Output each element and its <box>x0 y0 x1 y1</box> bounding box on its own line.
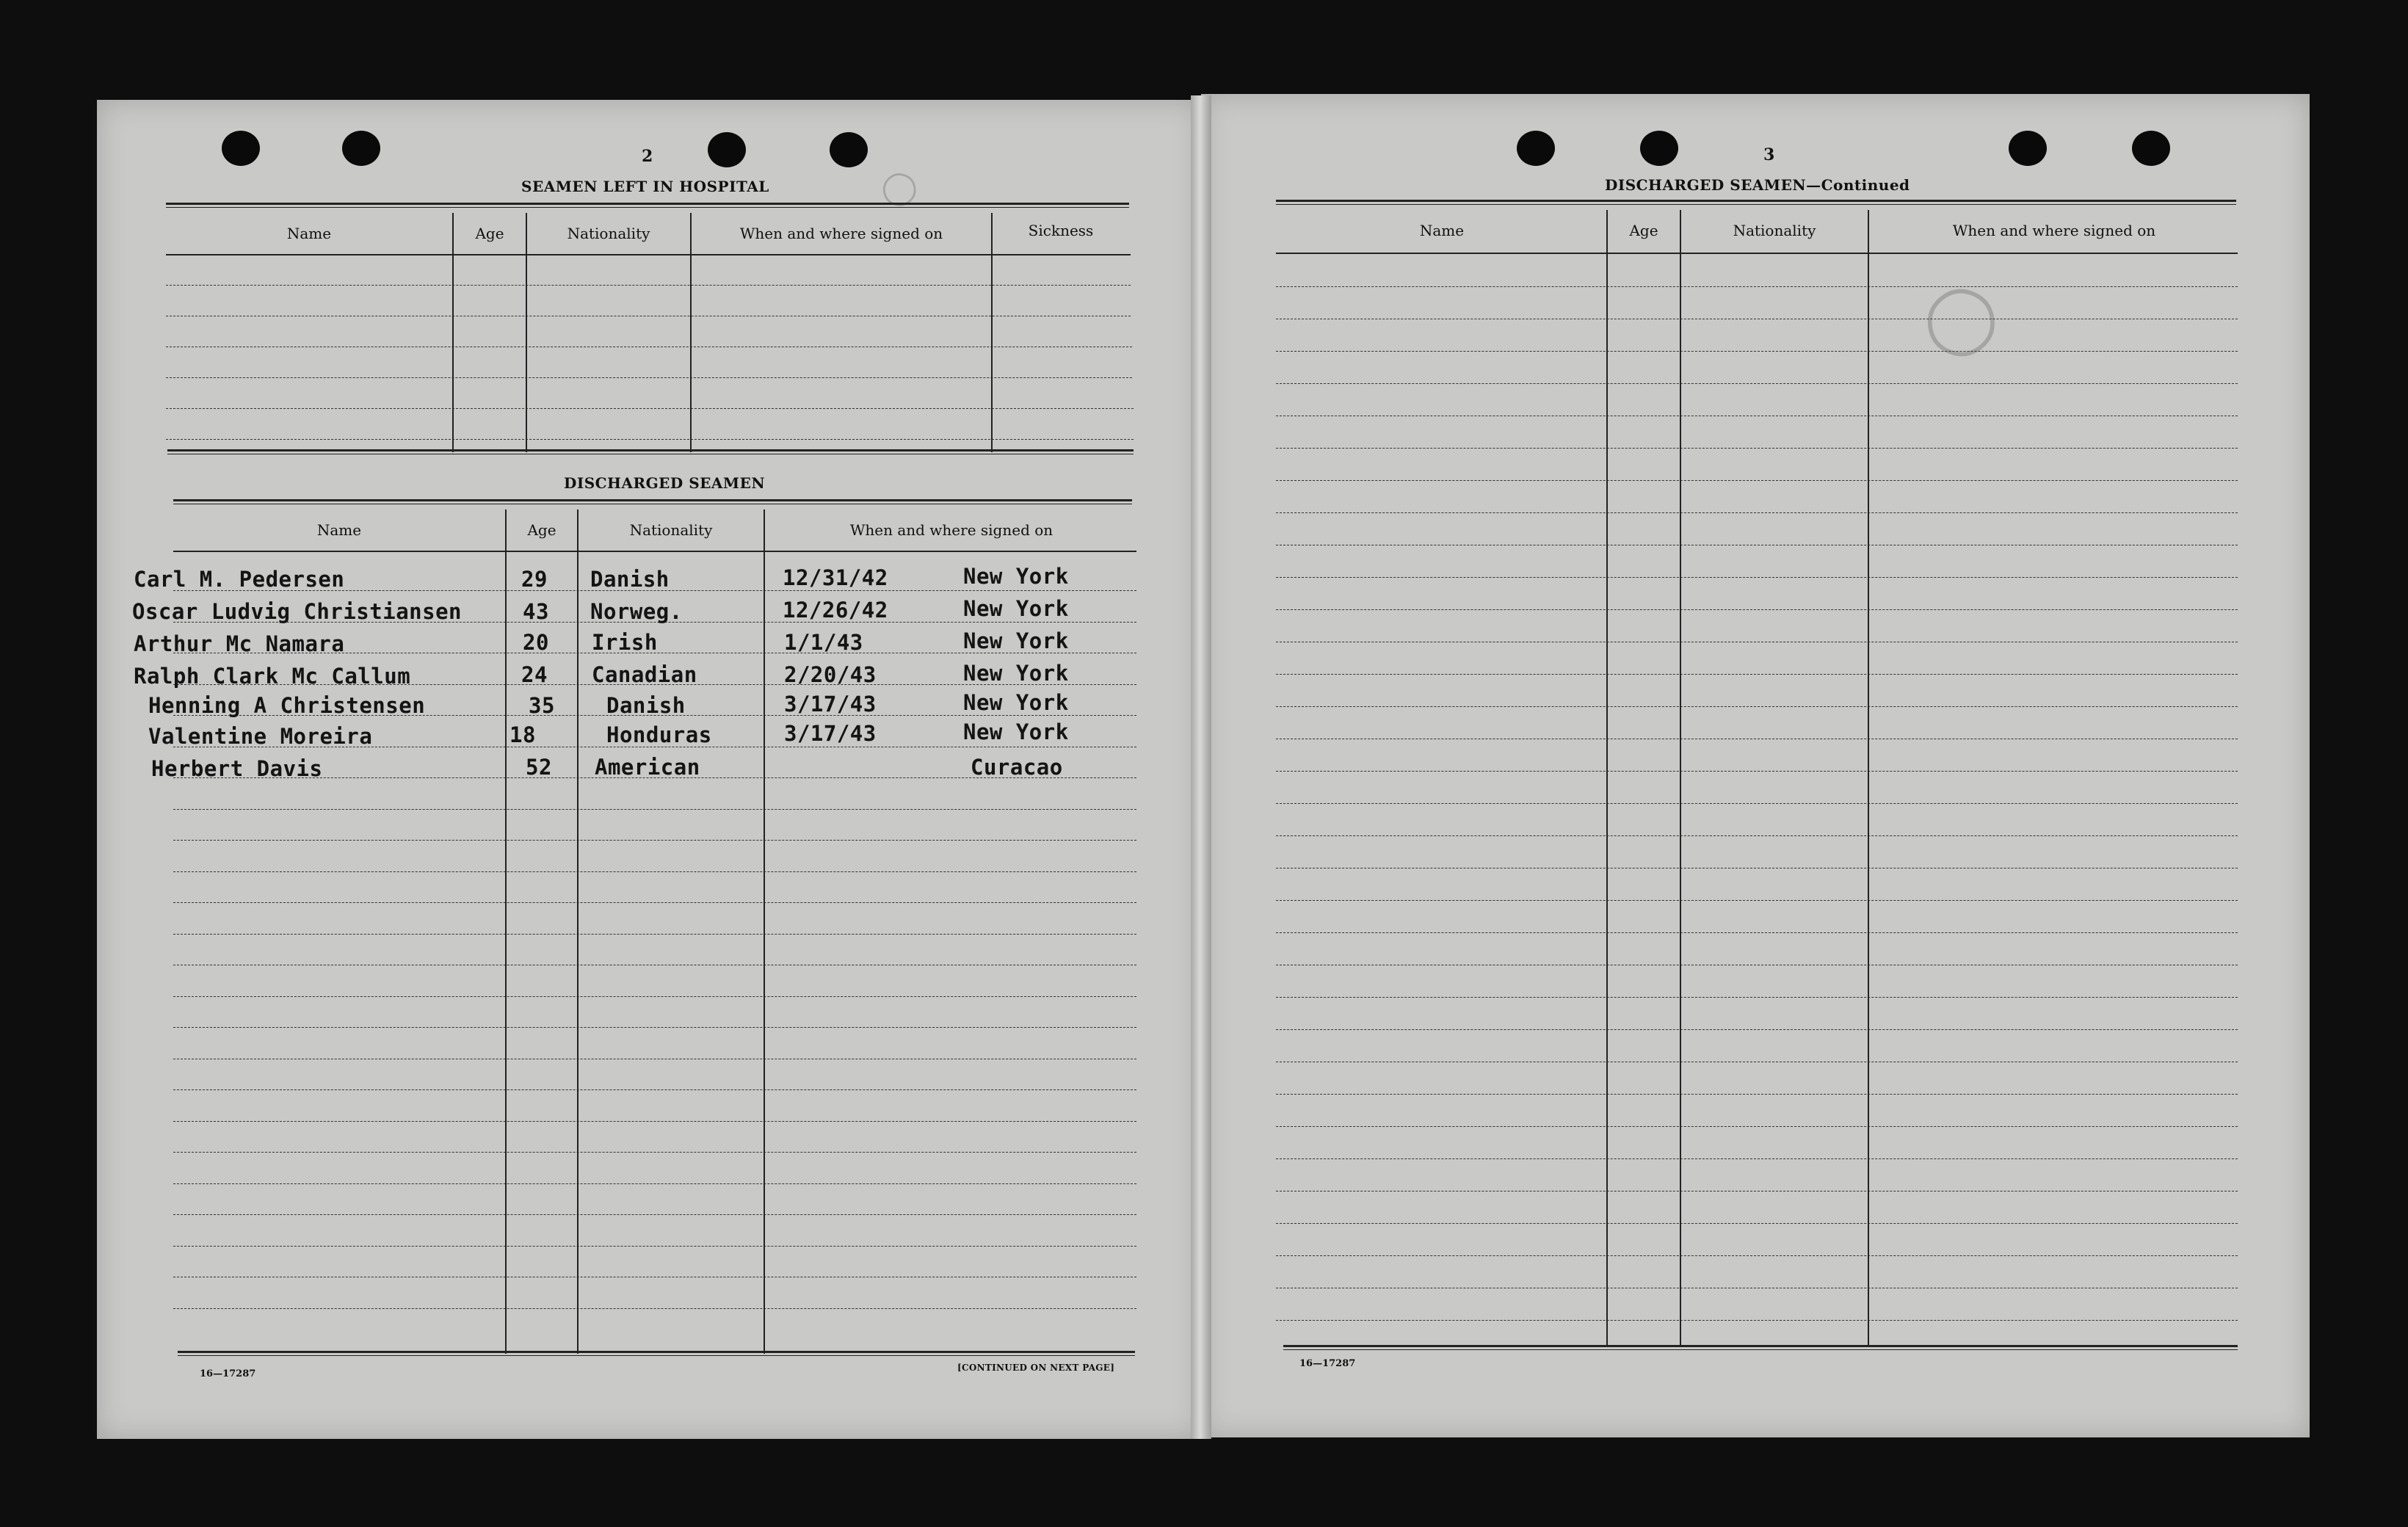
punch-hole <box>708 132 746 167</box>
right-col-divider <box>1868 210 1869 1346</box>
hospital-header-sickness: Sickness <box>1028 222 1094 239</box>
right-header-rule <box>1276 253 2238 254</box>
discharged-bottom-rule <box>178 1351 1135 1356</box>
table-row-line <box>173 934 1136 935</box>
discharged-header-age: Age <box>527 521 556 539</box>
signed-on-date: 3/17/43 <box>784 721 877 746</box>
discharged-header-nationality: Nationality <box>629 521 713 539</box>
signed-on-place: New York <box>963 564 1069 589</box>
seaman-age: 24 <box>521 662 548 687</box>
seaman-nationality: Honduras <box>606 722 712 747</box>
table-row-line <box>1276 1223 2238 1224</box>
table-row-line <box>1276 286 2238 287</box>
discharged-section-title: DISCHARGED SEAMEN <box>564 474 766 492</box>
seaman-age: 29 <box>521 567 548 592</box>
signed-on-date: 12/31/42 <box>783 565 888 590</box>
discharged-top-rule <box>173 499 1132 504</box>
hospital-col-divider <box>526 213 527 452</box>
table-row-line <box>1276 448 2238 449</box>
table-row-line <box>1276 480 2238 481</box>
hospital-row-line <box>166 408 1134 409</box>
right-col-divider <box>1680 210 1681 1346</box>
table-row-line <box>1276 706 2238 707</box>
hospital-header-rule <box>166 254 1131 255</box>
signed-on-date: 1/1/43 <box>784 630 863 655</box>
table-row-line <box>1276 1158 2238 1159</box>
signed-on-date: 3/17/43 <box>784 692 877 717</box>
hospital-top-rule <box>166 203 1129 208</box>
hospital-header-nationality: Nationality <box>567 225 650 242</box>
right-top-rule <box>1276 200 2236 205</box>
hospital-col-divider <box>690 213 692 452</box>
right-section-title <box>1605 176 1910 194</box>
seaman-nationality: Danish <box>606 693 686 718</box>
seaman-name: Herbert Davis <box>151 756 323 781</box>
punch-hole <box>1640 131 1678 166</box>
right-bottom-rule <box>1283 1345 2238 1350</box>
right-section-title-main: DISCHARGED SEAMEN <box>1605 176 1807 194</box>
table-row-line <box>173 1089 1136 1090</box>
table-row-line <box>1276 835 2238 836</box>
table-row-line <box>1276 674 2238 675</box>
seaman-nationality: Canadian <box>592 662 697 687</box>
discharged-header-rule <box>173 551 1136 552</box>
seaman-name: Ralph Clark Mc Callum <box>134 664 411 689</box>
punch-hole <box>222 131 260 166</box>
seaman-age: 20 <box>523 630 549 655</box>
table-row-line <box>1276 577 2238 578</box>
table-row-line <box>1276 932 2238 933</box>
hospital-col-divider <box>452 213 454 452</box>
signed-on-date: 2/20/43 <box>784 662 877 687</box>
seaman-age: 35 <box>529 693 555 718</box>
hospital-header-signed-on: When and where signed on <box>739 225 943 242</box>
hospital-row-line <box>166 439 1134 440</box>
right-header-name: Name <box>1419 222 1465 239</box>
seaman-nationality: Danish <box>590 567 670 592</box>
signed-on-place: New York <box>963 596 1069 621</box>
hospital-row-line <box>166 285 1131 286</box>
table-row-line <box>1276 997 2238 998</box>
right-page <box>1201 94 2310 1437</box>
hospital-header-age: Age <box>475 225 504 242</box>
seaman-name: Carl M. Pedersen <box>134 567 345 592</box>
discharged-col-divider <box>577 509 579 1354</box>
seaman-name: Oscar Ludvig Christiansen <box>132 599 462 624</box>
right-header-signed-on: When and where signed on <box>1952 222 2156 239</box>
table-row-line <box>1276 1126 2238 1127</box>
discharged-header-signed-on: When and where signed on <box>849 521 1054 539</box>
table-row-line <box>1276 383 2238 384</box>
table-row-line <box>1276 1094 2238 1095</box>
table-row-line <box>173 840 1136 841</box>
seaman-age: 43 <box>523 599 549 624</box>
continued-note: [CONTINUED ON NEXT PAGE] <box>957 1363 1115 1373</box>
table-row-line <box>173 1121 1136 1122</box>
form-number-left: 16—17287 <box>200 1368 256 1379</box>
seaman-nationality: Irish <box>592 630 658 655</box>
signed-on-place: New York <box>963 661 1069 686</box>
punch-hole <box>2009 131 2047 166</box>
hospital-col-divider <box>991 213 993 452</box>
punch-hole <box>342 131 380 166</box>
table-row-line <box>1276 609 2238 610</box>
seaman-name: Arthur Mc Namara <box>134 631 345 656</box>
table-row-line <box>173 1183 1136 1184</box>
table-row-line <box>1276 512 2238 513</box>
hospital-row-line <box>166 377 1132 378</box>
seaman-age: 18 <box>509 722 536 747</box>
right-header-nationality: Nationality <box>1733 222 1816 239</box>
right-col-divider <box>1606 210 1608 1346</box>
seaman-nationality: Norweg. <box>590 599 683 624</box>
table-row-line <box>1276 803 2238 804</box>
seaman-age: 52 <box>526 755 552 780</box>
table-row-line <box>173 1152 1136 1153</box>
hospital-section-title: SEAMEN LEFT IN HOSPITAL <box>521 178 769 195</box>
table-row-line <box>1276 771 2238 772</box>
table-row-line <box>1276 900 2238 901</box>
form-number-right: 16—17287 <box>1299 1358 1356 1369</box>
table-row-line <box>1276 1320 2238 1321</box>
table-row-line <box>1276 1255 2238 1256</box>
page-number-right: 3 <box>1763 145 1775 164</box>
page-fold <box>1191 95 1211 1439</box>
signed-on-place: New York <box>963 719 1069 744</box>
right-header-age: Age <box>1629 222 1658 239</box>
table-row-line <box>1276 1029 2238 1030</box>
signed-on-place: New York <box>963 628 1069 653</box>
ghost-stamp: ◯ <box>877 165 921 210</box>
table-row-line <box>173 996 1136 997</box>
table-row-line <box>173 1246 1136 1247</box>
table-row-line <box>1276 351 2238 352</box>
hospital-bottom-rule <box>167 449 1134 454</box>
seaman-nationality: American <box>595 755 700 780</box>
table-row-line <box>173 871 1136 872</box>
table-row-line <box>173 902 1136 903</box>
table-row-line <box>173 1308 1136 1309</box>
page-number-left: 2 <box>642 147 653 166</box>
signed-on-place: New York <box>963 690 1069 715</box>
table-row-line <box>173 1027 1136 1028</box>
table-row-line <box>1276 1191 2238 1192</box>
table-row-line <box>173 1214 1136 1215</box>
discharged-header-name: Name <box>316 521 362 539</box>
seaman-name: Henning A Christensen <box>148 693 426 718</box>
seaman-name: Valentine Moreira <box>148 724 373 749</box>
signed-on-date: 12/26/42 <box>783 598 888 623</box>
punch-hole <box>1517 131 1555 166</box>
hospital-header-name: Name <box>286 225 332 242</box>
discharged-col-divider <box>505 509 507 1354</box>
ghost-stamp: ◯ <box>1918 274 2003 361</box>
discharged-col-divider <box>764 509 765 1354</box>
right-section-title-suffix: —Continued <box>1806 176 1910 194</box>
table-row-line <box>173 809 1136 810</box>
signed-on-place: Curacao <box>971 755 1063 780</box>
punch-hole <box>830 132 868 167</box>
punch-hole <box>2132 131 2170 166</box>
